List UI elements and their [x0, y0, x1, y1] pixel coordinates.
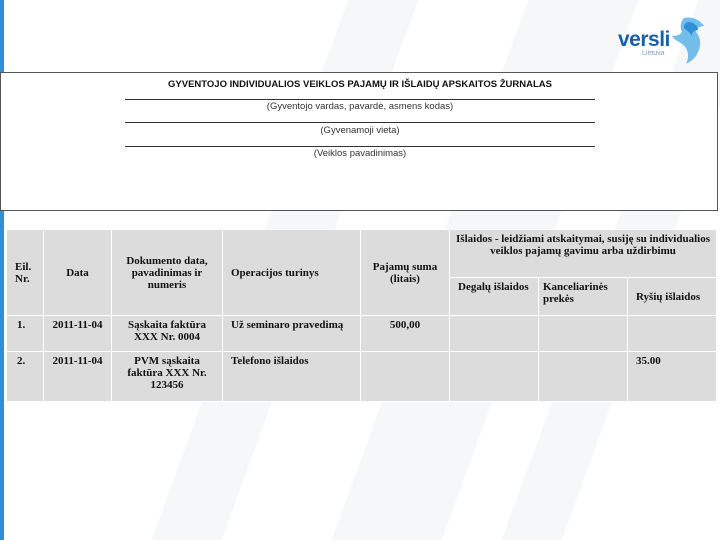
activity-name-caption: (Veiklos pavadinimas) — [313, 148, 407, 159]
cell-nr: 2. — [7, 352, 44, 402]
cell-document: PVM sąskaita faktūra XXX Nr. 123456 — [112, 352, 223, 402]
table-row — [7, 316, 717, 352]
underline — [125, 146, 595, 147]
header-communication: Ryšių išlaidos — [628, 278, 717, 316]
cell-date: 2011-11-04 — [44, 316, 112, 352]
cell-communication: 35.00 — [628, 352, 717, 402]
header-date: Data — [44, 230, 112, 316]
table-row — [7, 352, 717, 402]
resident-name-caption: (Gyventojo vardas, pavardė, asmens kodas) — [266, 101, 454, 112]
journal-title: GYVENTOJO INDIVIDUALIOS VEIKLOS PAJAMŲ IR IŠLAIDŲ APSKAITOS ŽURNALAS — [168, 79, 552, 90]
logo-text: versli — [618, 28, 670, 51]
header-fuel: Degalų išlaidos — [450, 278, 539, 316]
versli-logo — [618, 20, 713, 70]
cell-operation: Už seminaro pravedimą — [223, 316, 361, 352]
header-document: Dokumento data, pavadinimas ir numeris — [112, 230, 223, 316]
header-stationery: Kanceliarinės prekės — [539, 278, 628, 316]
journal-header-box — [0, 72, 718, 211]
cell-operation: Telefono išlaidos — [223, 352, 361, 402]
cell-income — [361, 352, 450, 402]
logo-subtitle: Lietuva — [642, 50, 665, 57]
cell-stationery — [539, 352, 628, 402]
cell-communication — [628, 316, 717, 352]
bird-icon — [670, 14, 710, 66]
header-nr: Eil. Nr. — [7, 230, 44, 316]
cell-date: 2011-11-04 — [44, 352, 112, 402]
residence-caption: (Gyvenamoji vieta) — [320, 125, 400, 136]
cell-document: Sąskaita faktūra XXX Nr. 0004 — [112, 316, 223, 352]
ledger-table — [6, 229, 717, 402]
cell-nr: 1. — [7, 316, 44, 352]
cell-fuel — [450, 316, 539, 352]
cell-stationery — [539, 316, 628, 352]
underline — [125, 99, 595, 100]
header-expenses: Išlaidos - leidžiami atskaitymai, susiję su individualios veiklos pajamų gavimu arba uždirbimu — [450, 230, 717, 278]
cell-fuel — [450, 352, 539, 402]
header-income: Pajamų suma (litais) — [361, 230, 450, 316]
cell-income: 500,00 — [361, 316, 450, 352]
underline — [125, 122, 595, 123]
header-operation: Operacijos turinys — [223, 230, 361, 316]
